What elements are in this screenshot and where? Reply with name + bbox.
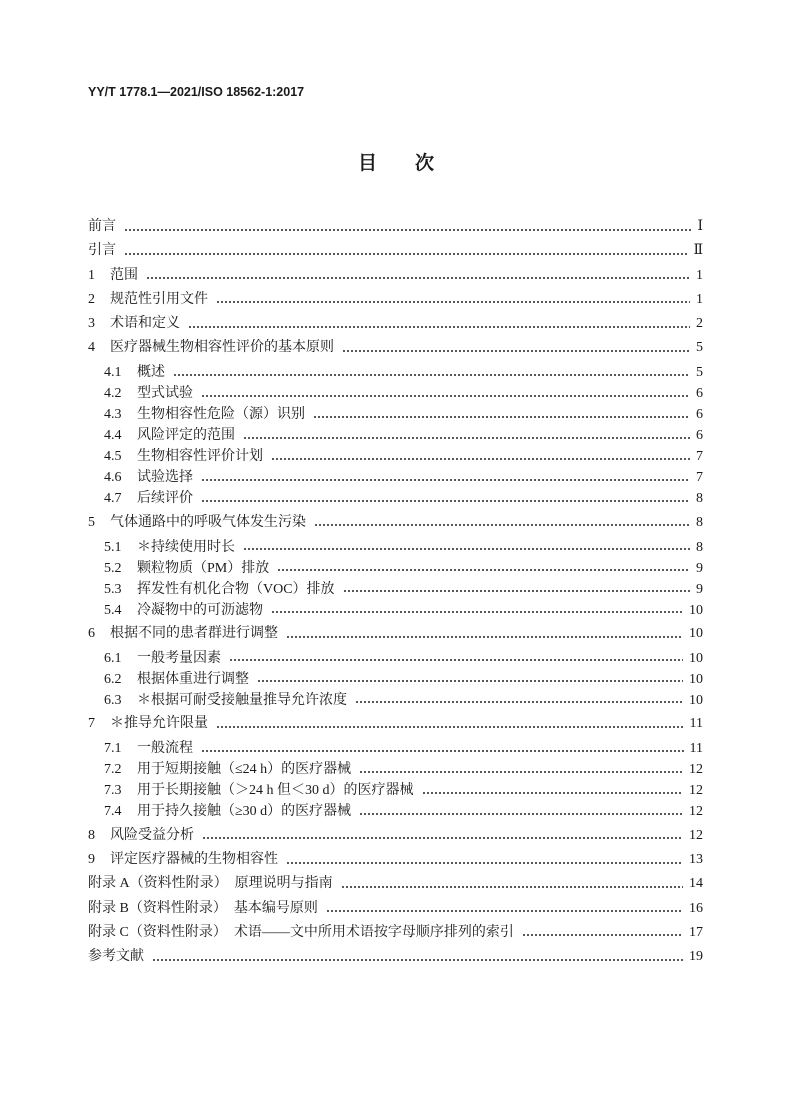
toc-subentry <box>88 383 703 404</box>
toc-entry-title: 颗粒物质（PM）排放 <box>137 560 270 576</box>
toc-entry-title: 范围 <box>110 267 138 283</box>
toc-page-number: 12 <box>689 783 703 799</box>
toc-entry-title: 风险评定的范围 <box>137 428 235 444</box>
toc-entry-number: 4.6 <box>104 470 122 486</box>
toc-entry-title: 风险受益分析 <box>110 827 194 843</box>
toc-entry <box>88 848 703 872</box>
toc-page-number: 6 <box>696 407 703 423</box>
toc-subentry <box>88 759 703 780</box>
toc-dot-leader <box>243 537 690 558</box>
toc-dot-leader <box>243 425 690 446</box>
toc-entry-number: 6.2 <box>104 671 122 687</box>
toc-page-number: 5 <box>696 340 703 356</box>
toc-dot-leader <box>314 511 690 535</box>
toc-subentry <box>88 669 703 690</box>
toc-page-number: Ⅱ <box>693 243 703 259</box>
toc-entry-title: 用于持久接触（≥30 d）的医疗器械 <box>137 804 352 820</box>
toc-subentry <box>88 690 703 711</box>
toc-entry-title: 一般考量因素 <box>137 650 221 666</box>
toc-entry-number: 5 <box>88 514 95 530</box>
toc-entry-title: 附录 C（资料性附录） 术语——文中所用术语按字母顺序排列的索引 <box>88 924 514 940</box>
toc-page-number: 14 <box>689 876 703 892</box>
toc-entry-title: ＊持续使用时长 <box>137 539 235 555</box>
toc-page-number: 11 <box>689 716 703 732</box>
toc-entry <box>88 288 703 312</box>
toc-subentry <box>88 579 703 600</box>
toc-entry-title: ＊推导允许限量 <box>110 716 208 732</box>
toc-subentry <box>88 780 703 801</box>
toc-entry-number: 6.3 <box>104 692 122 708</box>
toc-page-number: 13 <box>689 851 703 867</box>
toc-subentry-group <box>88 535 703 622</box>
toc-dot-leader <box>355 690 683 711</box>
toc-page-number: 11 <box>689 741 703 757</box>
document-code-header: YY/T 1778.1—2021/ISO 18562-1:2017 <box>88 85 305 99</box>
toc-entry-number: 4.3 <box>104 407 122 423</box>
toc-entry-number: 5.3 <box>104 581 122 597</box>
toc-page-number: 17 <box>689 924 703 940</box>
toc-entry-title: 附录 A（资料性附录） 原理说明与指南 <box>88 876 333 892</box>
toc-page-number: 8 <box>696 539 703 555</box>
toc-subentry <box>88 648 703 669</box>
toc-page-number: 7 <box>696 470 703 486</box>
toc-entry <box>88 897 703 921</box>
toc-subentry-group <box>88 737 703 824</box>
toc-entry-title: 附录 B（资料性附录） 基本编号原则 <box>88 900 318 916</box>
toc-subentry <box>88 738 703 759</box>
toc-entry-title: 后续评价 <box>137 491 193 507</box>
toc-entry-number: 7.4 <box>104 804 122 820</box>
toc-entry <box>88 336 703 360</box>
toc-page-number: 10 <box>689 650 703 666</box>
toc-dot-leader <box>188 312 690 336</box>
toc-entry-title: 根据不同的患者群进行调整 <box>110 626 278 642</box>
toc-entry-number: 1 <box>88 267 95 283</box>
toc-entry <box>88 215 703 239</box>
toc-entry <box>88 945 703 969</box>
toc-subentry <box>88 558 703 579</box>
toc-entry-number: 6 <box>88 626 95 642</box>
toc-dot-leader <box>201 738 684 759</box>
toc-entry-number: 5.4 <box>104 602 122 618</box>
toc-page-number: 10 <box>689 671 703 687</box>
toc-entry-title: 生物相容性危险（源）识别 <box>137 407 305 423</box>
toc-entry-number: 3 <box>88 316 95 332</box>
toc-entry-title: 医疗器械生物相容性评价的基本原则 <box>110 340 334 356</box>
toc-dot-leader <box>522 921 683 945</box>
toc-dot-leader <box>326 897 683 921</box>
toc-entry <box>88 712 703 736</box>
toc-page-number: 12 <box>689 762 703 778</box>
toc-page-number: 9 <box>696 581 703 597</box>
toc-page-number: 9 <box>696 560 703 576</box>
toc-subentry <box>88 488 703 509</box>
toc-entry-title: 生物相容性评价计划 <box>137 449 263 465</box>
toc-subentry <box>88 362 703 383</box>
toc-entry-number: 4.2 <box>104 386 122 402</box>
toc-entry-title: 根据体重进行调整 <box>137 671 249 687</box>
toc-page-number: 2 <box>696 316 703 332</box>
toc-entry-title: ＊根据可耐受接触量推导允许浓度 <box>137 692 347 708</box>
toc-page-number: 10 <box>689 692 703 708</box>
toc-entry-title: 前言 <box>88 219 116 234</box>
toc-entry-number: 4.4 <box>104 428 122 444</box>
toc-entry-number: 9 <box>88 851 95 867</box>
toc-dot-leader <box>286 622 683 646</box>
toc-subentry <box>88 467 703 488</box>
toc-page-number: 8 <box>696 514 703 530</box>
toc-entry-number: 8 <box>88 827 95 843</box>
toc-page-number: 6 <box>696 386 703 402</box>
toc-entry <box>88 239 703 263</box>
toc-subentry <box>88 404 703 425</box>
toc-dot-leader <box>152 945 683 969</box>
toc-dot-leader <box>201 488 690 509</box>
toc-dot-leader <box>216 712 684 736</box>
toc-subentry <box>88 801 703 822</box>
toc-entry <box>88 264 703 288</box>
toc-dot-leader <box>342 336 690 360</box>
toc-dot-leader <box>202 824 683 848</box>
toc-entry <box>88 872 703 896</box>
toc-entry-number: 5.2 <box>104 560 122 576</box>
toc-entry-number: 6.1 <box>104 650 122 666</box>
toc-entry-number: 4 <box>88 340 95 356</box>
toc-page-number: 5 <box>696 365 703 381</box>
toc-entry-number: 4.1 <box>104 365 122 381</box>
toc-dot-leader <box>343 579 690 600</box>
toc-dot-leader <box>277 558 690 579</box>
page-title: 目 次 <box>357 152 434 174</box>
toc-dot-leader <box>216 288 690 312</box>
toc-page-number: 10 <box>689 602 703 618</box>
toc-page-number: 1 <box>696 267 703 283</box>
toc-dot-leader <box>359 801 683 822</box>
toc-entry <box>88 824 703 848</box>
toc-entry-number: 7.1 <box>104 741 122 757</box>
toc-dot-leader <box>173 362 690 383</box>
toc-dot-leader <box>257 669 683 690</box>
toc-entry-title: 术语和定义 <box>110 316 180 332</box>
toc-entry-number: 7.2 <box>104 762 122 778</box>
toc-entry-number: 7.3 <box>104 783 122 799</box>
toc-entry <box>88 511 703 535</box>
toc-entry-title: 型式试验 <box>137 386 193 402</box>
table-of-contents <box>88 215 703 969</box>
toc-entry <box>88 622 703 646</box>
toc-entry-title: 引言 <box>88 243 116 259</box>
toc-dot-leader <box>146 264 690 288</box>
toc-page-number: 10 <box>689 626 703 642</box>
toc-page-number: Ⅰ <box>697 219 703 234</box>
toc-dot-leader <box>313 404 690 425</box>
toc-page-number: 16 <box>689 900 703 916</box>
toc-entry-number: 4.7 <box>104 491 122 507</box>
toc-dot-leader <box>422 780 684 801</box>
toc-dot-leader <box>124 239 687 263</box>
toc-entry-title: 一般流程 <box>137 741 193 757</box>
toc-entry-number: 7 <box>88 716 95 732</box>
toc-subentry <box>88 600 703 621</box>
toc-dot-leader <box>286 848 683 872</box>
toc-subentry-group <box>88 361 703 511</box>
toc-dot-leader <box>271 600 683 621</box>
toc-entry-title: 用于短期接触（≤24 h）的医疗器械 <box>137 762 352 778</box>
toc-entry-number: 5.1 <box>104 539 122 555</box>
toc-subentry <box>88 537 703 558</box>
toc-dot-leader <box>201 467 690 488</box>
toc-page-number: 8 <box>696 491 703 507</box>
toc-subentry <box>88 425 703 446</box>
toc-dot-leader <box>201 383 690 404</box>
toc-dot-leader <box>359 759 683 780</box>
toc-dot-leader <box>229 648 683 669</box>
toc-entry-number: 4.5 <box>104 449 122 465</box>
toc-entry-title: 评定医疗器械的生物相容性 <box>110 851 278 867</box>
toc-entry-number: 2 <box>88 291 95 307</box>
toc-subentry-group <box>88 646 703 712</box>
toc-entry-title: 挥发性有机化合物（VOC）排放 <box>137 581 335 597</box>
toc-page-number: 12 <box>689 827 703 843</box>
toc-dot-leader <box>271 446 690 467</box>
toc-dot-leader <box>341 872 683 896</box>
toc-entry <box>88 921 703 945</box>
toc-subentry <box>88 446 703 467</box>
toc-entry-title: 气体通路中的呼吸气体发生污染 <box>110 514 306 530</box>
toc-entry-title: 试验选择 <box>137 470 193 486</box>
toc-entry-title: 规范性引用文件 <box>110 291 208 307</box>
toc-entry-title: 冷凝物中的可沥滤物 <box>137 602 263 618</box>
toc-entry <box>88 312 703 336</box>
toc-entry-title: 用于长期接触（＞24 h 但＜30 d）的医疗器械 <box>137 783 414 799</box>
toc-page-number: 12 <box>689 804 703 820</box>
toc-page-number: 1 <box>696 291 703 307</box>
toc-page-number: 7 <box>696 449 703 465</box>
toc-dot-leader <box>124 215 691 239</box>
toc-page-number: 6 <box>696 428 703 444</box>
toc-entry-title: 参考文献 <box>88 949 144 965</box>
toc-entry-title: 概述 <box>137 365 165 381</box>
toc-page-number: 19 <box>689 949 703 965</box>
